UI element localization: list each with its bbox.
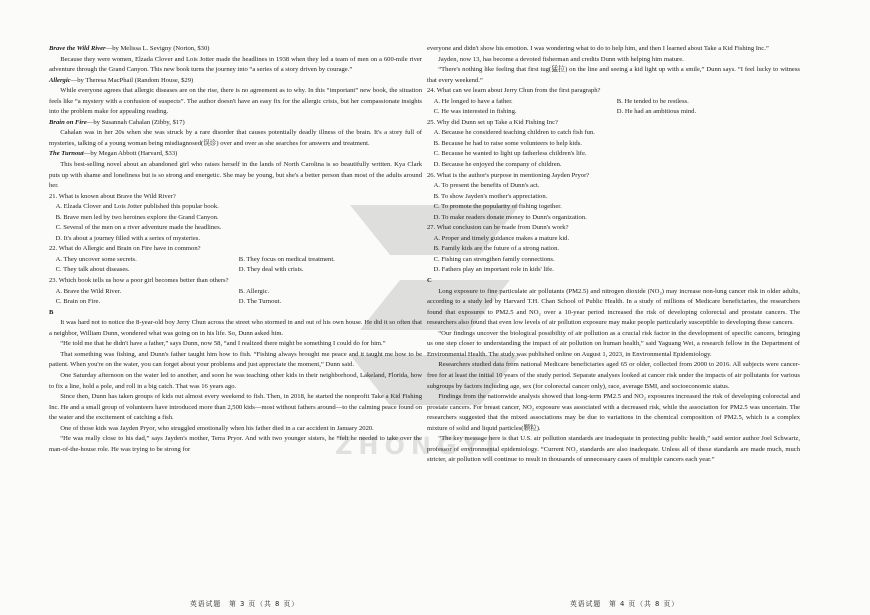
question-24 [427, 86, 800, 118]
question-stem: 22. What do Allergic and Brain on Fire have in common? [49, 245, 201, 253]
option-d: D. They deal with crisis. [238, 266, 304, 274]
book-1 [49, 44, 422, 76]
option-d: D. He had an ambitious mind. [616, 108, 697, 116]
book-title: Brave the Wild River [49, 45, 106, 52]
book-byline: —by Susannah Cahalan (Zibby, $17) [86, 118, 185, 126]
option-c: C. To promote the popularity of fishing together. [433, 203, 562, 211]
book-byline: —by Melissa L. Sevigny (Norton, $30) [105, 45, 210, 52]
paragraph: “He was really close to his dad,” says Jayden's mother, Terra Pryor. And with two younger sisters, he “felt he needed to take over the man-of-the-house role. He was trying to be strong for [49, 435, 422, 453]
section-b-heading: B [49, 308, 54, 316]
option-d: D. To make readers donate money to Dunn's organization. [433, 213, 587, 221]
paragraph: “There's nothing like feeling that first tug(猛拉) on the line and seeing a kid light up with a smile,” Dunn says. “I feel lucky to witness that every weekend.” [427, 66, 800, 84]
option-a: A. Proper and timely guidance makes a mature kid. [433, 234, 570, 242]
paragraph: It was hard not to notice the 8-year-old boy Jerry Chun across the street who stormed in and out of his own house. He did it so often that a neighbor, William Dunn, wondered what was going on in his life. So, Dunn asked him. [49, 319, 422, 337]
option-b: B. Because he had to raise some volunteers to help kids. [433, 139, 582, 147]
question-stem: 21. What is known about Brave the Wild River? [49, 192, 176, 200]
option-c: C. Brain on Fire. [55, 298, 101, 306]
option-a: A. Elzada Clover and Lois Jotter published this popular book. [55, 203, 219, 211]
option-d: D. Because he enjoyed the company of children. [433, 161, 562, 169]
book-2 [49, 76, 422, 118]
question-stem: 25. Why did Dunn set up Take a Kid Fishing Inc? [427, 118, 558, 126]
option-c: C. They talk about diseases. [55, 266, 130, 274]
question-stem: 24. What can we learn about Jerry Chun from the first paragraph? [427, 87, 601, 95]
left-column [49, 44, 422, 455]
question-26 [427, 171, 800, 224]
right-column [427, 44, 800, 466]
option-b: B. They focus on medical treatment. [238, 255, 335, 263]
book-byline: —by Megan Abbott (Harvard, $33) [83, 150, 178, 158]
option-a: A. Brave the Wild River. [55, 287, 122, 295]
book-title: Brain on Fire [49, 118, 87, 126]
option-b: B. To show Jayden's mother's appreciation. [433, 192, 548, 200]
paragraph: Findings from the nationwide analysis showed that long-term PM2.5 and NO₂ exposures increased the risk of developing colorectal and prostate cancers. For breast cancer, NO₂ exposure was associated with a decreased risk, while the association for PM2.5 was uncertain. The researchers suggested that the mixed associations may be due to variations in the chemical composition of PM2.5, which is a complex mixture of solid and liquid particles(颗粒). [427, 393, 800, 432]
paragraph: One Saturday afternoon on the water led to another, and soon he was teaching other kids in their neighborhood, Lakeland, Florida, how to fix a line, hold a pole, and roll in a big catch. That was 16 years ago. [49, 371, 422, 390]
option-c: C. He was interested in fishing. [433, 108, 517, 116]
question-25 [427, 118, 800, 171]
option-d: D. The Turnout. [238, 298, 282, 306]
paragraph: everyone and didn't show his emotion. I was wondering what to do to help him, and then I learned about Take a Kid Fishing Inc.” [427, 45, 769, 52]
question-22 [49, 244, 422, 276]
paragraph: “The key message here is that U.S. air pollution standards are inadequate in protecting public health,” said senior author Joel Schwartz, professor of environmental epidemiology. “Current NO₂ standards are also inadequate. Unless all of these standards are made much, much stricter, air pollution will continue to result in thousands of unnecessary cases of multiple cancers each year.” [427, 435, 800, 464]
book-description: While everyone agrees that allergic diseases are on the rise, there is no agreement as to why. In this “important” new book, the situation feels like “a mystery with a confusion of suspects”. The author doesn't have an easy fix for the allergic crisis, but her compassionate insights into the problem make for appealing reading. [49, 87, 422, 116]
paragraph: One of those kids was Jayden Pryor, who struggled emotionally when his father died in a car accident in January 2020. [60, 424, 374, 432]
option-d: D. Fathers play an important role in kids' life. [433, 266, 554, 274]
option-d: D. It's about a journey filled with a series of mysteries. [55, 234, 200, 242]
book-title: Allergic [49, 76, 71, 84]
option-a: A. He longed to have a father. [433, 97, 513, 105]
paragraph: Researchers studied data from national Medicare beneficiaries aged 65 or older, collected from 2000 to 2016. All subjects were cancer-free for at least the initial 10 years of the study period. Separate analyses looked at cancer risk under the impacts of air pollutants for various subgroups by factors including age, sex (for colorectal cancer only), race, average BMI, and socioeconomic status. [427, 361, 800, 390]
question-stem: 27. What conclusion can be made from Dunn's work? [427, 224, 569, 232]
watermark-text: ZHONGYI [335, 432, 501, 460]
option-b: B. Brave men led by two heroines explore the Grand Canyon. [55, 213, 219, 221]
page-footer-right: 英语试题 第 4 页（共 8 页） [570, 600, 680, 608]
book-4 [49, 149, 422, 191]
option-c: C. Because he wanted to light up fatherless children's life. [433, 150, 587, 158]
question-27 [427, 223, 800, 276]
question-23 [49, 276, 422, 308]
option-a: A. They uncover some secrets. [55, 255, 137, 263]
question-21 [49, 192, 422, 245]
paragraph: “He told me that he didn't have a father,” says Dunn, now 58, “and I realized there might be something I could do for him.” [60, 340, 386, 348]
book-description: Because they were women, Elzada Clover and Lois Jotter made the headlines in 1938 when they led a team of men on a 600-mile river adventure through the Grand Canyon. This new book turns the journey into “a series of a story driven by courage.” [49, 55, 422, 74]
option-b: B. Family kids are the future of a strong nation. [433, 245, 560, 253]
book-title: The Turnout [49, 150, 84, 158]
paragraph: Jayden, now 13, has become a devoted fisherman and credits Dunn with helping him mature. [438, 55, 684, 63]
option-c: C. Fishing can strengthen family connections. [433, 255, 555, 263]
option-a: A. Because he considered teaching children to catch fish fun. [433, 129, 595, 137]
page-footer-left: 英语试题 第 3 页（共 8 页） [190, 600, 300, 608]
option-b: B. Allergic. [238, 287, 270, 295]
book-3 [49, 118, 422, 150]
paragraph: Since then, Dunn has taken groups of kids out almost every weekend to fish. Then, in 2018, he started the nonprofit Take a Kid Fishing Inc. He and a small group of volunteers have introduced more than 2,500 kids—most without fathers around—to the calming peace found on the water and the excitement of catching a fish. [49, 393, 422, 422]
question-stem: 26. What is the author's purpose in mentioning Jayden Pryor? [427, 171, 590, 179]
question-stem: 23. Which book tells us how a poor girl becomes better than others? [49, 277, 229, 285]
option-c: C. Several of the men on a river adventure made the headlines. [55, 224, 222, 232]
option-b: B. He tended to be restless. [616, 97, 689, 105]
paragraph: “Our findings uncover the biological possibility of air pollution as a crucial risk factor in the development of specific cancers, bringing us one step closer to understanding the impact of air pollution on human health,” said Yaguang Wei, a research fellow in the Department of Environmental Health. The study was published online on August 1, 2023, in Environmental Epidemiology. [427, 329, 800, 358]
book-byline: —by Theresa MacPhail (Random House, $29) [70, 76, 194, 84]
book-description: Cahalan was in her 20s when she was struck by a rare disorder that causes potentially deadly illness of the brain. It's a story full of mysteries, talking of a young woman being misdiagnosed(误诊) over and over as she searches for answers and treatment. [49, 129, 422, 147]
paragraph: That something was fishing, and Dunn's father taught him how to fish. “Fishing always brought me peace and it taught me how to be patient. When you're on the water, you can forget about your problems and just appreciate the moment,” Dunn said. [49, 350, 422, 369]
paragraph: Long exposure to fine particulate air pollutants (PM2.5) and nitrogen dioxide (NO₂) may increase non-lung cancer risk in older adults, according to a study led by Harvard T.H. Chan School of Public Health. In a study of millions of Medicare beneficiaries, the researchers found that exposures to PM2.5 and NO₂ over a 10-year period increased the risk of developing colorectal and prostate cancers. The researchers also found that even low levels of air pollution exposure may make people particularly susceptible to developing these cancers. [427, 287, 800, 327]
section-c-heading: C [427, 277, 432, 285]
book-description: This best-selling novel about an abandoned girl who raises herself in the lands of North Carolina is so beautifully written. Kya Clark puts up with shame and loneliness but is so strong and energetic. She may be young, but she's a better person than most of the adults around her. [49, 161, 422, 190]
option-a: A. To present the benefits of Dunn's act. [433, 182, 540, 190]
